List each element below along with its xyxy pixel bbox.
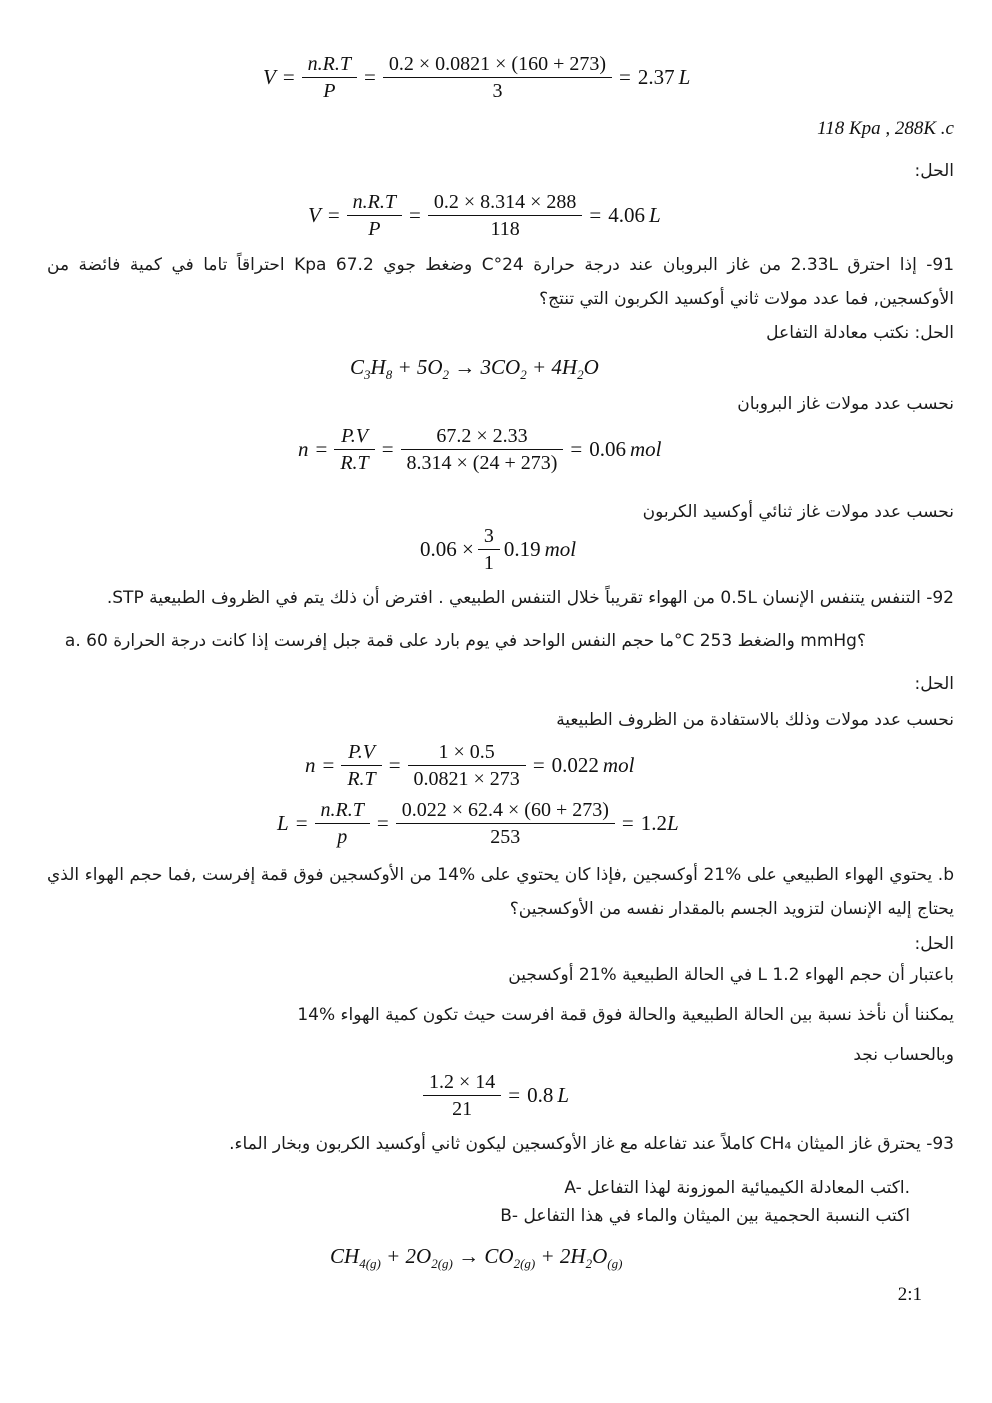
equals-sign: = [589,203,602,227]
fraction: $\frac{n.R.T}{P}$ [302,52,357,103]
solution-label-3: الحل: [914,934,954,954]
equals-sign: = [409,203,421,227]
fraction: $\frac{67.2 \times 2.33}{8.314 \times (24 + 273)}$ [401,424,564,475]
math-lhs: n [298,437,309,461]
fraction: $\frac{P.V}{R.T}$ [341,740,381,791]
fraction: $\frac{0.022 \times 62.4 \times (60 + 273)}{253}$ [396,798,615,849]
calc-co2-moles-label: نحسب عدد مولات غاز ثنائي أوكسيد الكربون [642,502,954,522]
math-result: 0.8 [527,1083,554,1107]
math-unit: L [678,65,691,89]
question-92b-text: b. يحتوي الهواء الطبيعي على %21 أوكسجين ,فإذا كان يحتوي على %14 من الأوكسجين فوق قمة إفرست ,فما حجم الهواء الذي يحتاج إليه الإنسان لتزويد الجسم بالمقدار نفسه من الأوكسجين؟ [47,865,954,919]
fraction: $\frac{n.R.T}{P}$ [347,190,402,241]
fraction: $\frac{3}{1}$ [478,524,500,575]
note-by-calculation: وبالحساب نجد [853,1045,954,1065]
question-91-text: 91- إذا احترق 2.33L من غاز البروبان عند درجة حرارة 24°C وضغط جوي 67.2 Kpa احتراقاً تاما في كمية فائضة من الأوكسجين, فما عدد مولات ثاني أوكسيد الكربون التي تنتج؟ [47,255,955,309]
equation-volume-2 [308,190,665,241]
solution-label-1: الحل: [914,161,954,181]
math-unit: L [666,811,679,835]
fraction: $\frac{P.V}{R.T}$ [334,424,374,475]
math-result: 0.19 [503,537,541,561]
question-92-text: 92- التنفس يتنفس الإنسان 0.5L من الهواء تقريباً خلال التنفس الطبيعي . افترض أن ذلك يتم في الظروف الطبيعية STP. [106,588,954,608]
math-unit: L [557,1083,570,1107]
note-air-volume: باعتبار أن حجم الهواء 1.2 L في الحالة الطبيعية %21 أوكسجين [508,965,954,985]
question-92a-text: a. ما حجم النفس الواحد في يوم بارد على قمة جبل إفرست إذا كانت درجة الحرارة 60°C والضغط 253 mmHg؟ [64,631,866,651]
question-93-text: 93- يحترق غاز الميثان CH₄ كاملاً عند تفاعله مع غاز الأوكسجين ليكون ثاني أوكسيد الكربون وبخار الماء. [229,1134,954,1154]
math-result: 0.022 [551,753,599,777]
equals-sign: = [619,65,631,89]
calc-propane-moles-label: نحسب عدد مولات غاز البروبان [737,394,954,414]
math-lhs: n [305,753,316,777]
propane-combustion-equation: $C_3H_8 + 5O_2 \to 3CO_2 + 4H_2O$ [350,355,599,383]
equals-sign: = [315,437,328,461]
question-93-item-b: B- اكتب النسبة الحجمية بين الميثان والماء في هذا التفاعل [500,1206,910,1226]
math-lhs: V [263,65,276,89]
math-result: 4.06 [608,203,646,227]
equation-co2-moles [420,524,580,575]
question-93-item-a: A- اكتب المعادلة الكيميائية الموزونة لهذا التفاعل. [564,1178,910,1198]
math-unit: mol [630,437,662,461]
equation-propane-moles [298,424,666,475]
math-unit: L [649,203,661,227]
equals-sign: = [322,753,335,777]
volume-ratio-answer: 2:1 [897,1284,922,1305]
math-unit: mol [602,753,635,777]
equation-volume-1 [263,52,694,103]
equals-sign: = [364,65,376,89]
math-factor: 0.06 × [420,537,474,561]
equals-sign: = [381,437,394,461]
equation-breath-moles [305,740,638,791]
math-result: 0.06 [589,437,627,461]
solution-write-equation-label: الحل: نكتب معادلة التفاعل [766,323,954,343]
math-unit: mol [544,537,577,561]
methane-combustion-equation: $CH_{4(g)} + 2O_{2(g)} \to CO_{2(g)} + 2H_2O_{(g)}$ [330,1244,623,1272]
note-take-ratio: يمكننا أن نأخذ نسبة بين الحالة الطبيعية والحالة فوق قمة افرست حيث تكون كمية الهواء %14 [297,1005,954,1025]
equation-breath-volume [277,798,679,849]
equals-sign: = [570,437,583,461]
equals-sign: = [282,65,295,89]
math-lhs: V [308,203,321,227]
fraction: $\frac{0.2 \times 8.314 \times 288}{118}$ [428,190,583,241]
equals-sign: = [621,811,634,835]
equals-sign: = [508,1083,521,1107]
math-result: 1.2 [640,811,667,835]
fraction: $\frac{0.2 \times 0.0821 \times (160 + 273)}{3}$ [383,52,612,103]
equation-air-needed [423,1070,573,1121]
math-lhs: L [277,811,289,835]
fraction: $\frac{1.2 \times 14}{21}$ [423,1070,501,1121]
equals-sign: = [327,203,340,227]
fraction: $\frac{1 \times 0.5}{0.0821 \times 273}$ [408,740,526,791]
solution-label-2: الحل: [914,674,954,694]
calc-moles-stp-label: نحسب عدد مولات وذلك بالاستفادة من الظروف الطبيعية [556,710,954,730]
equals-sign: = [388,753,401,777]
math-result: 2.37 [637,65,675,89]
equals-sign: = [376,811,389,835]
equals-sign: = [295,811,308,835]
equals-sign: = [532,753,545,777]
item-c-conditions: 118 Kpa , 288K .c [817,118,954,139]
fraction: $\frac{n.R.T}{p}$ [315,798,370,849]
